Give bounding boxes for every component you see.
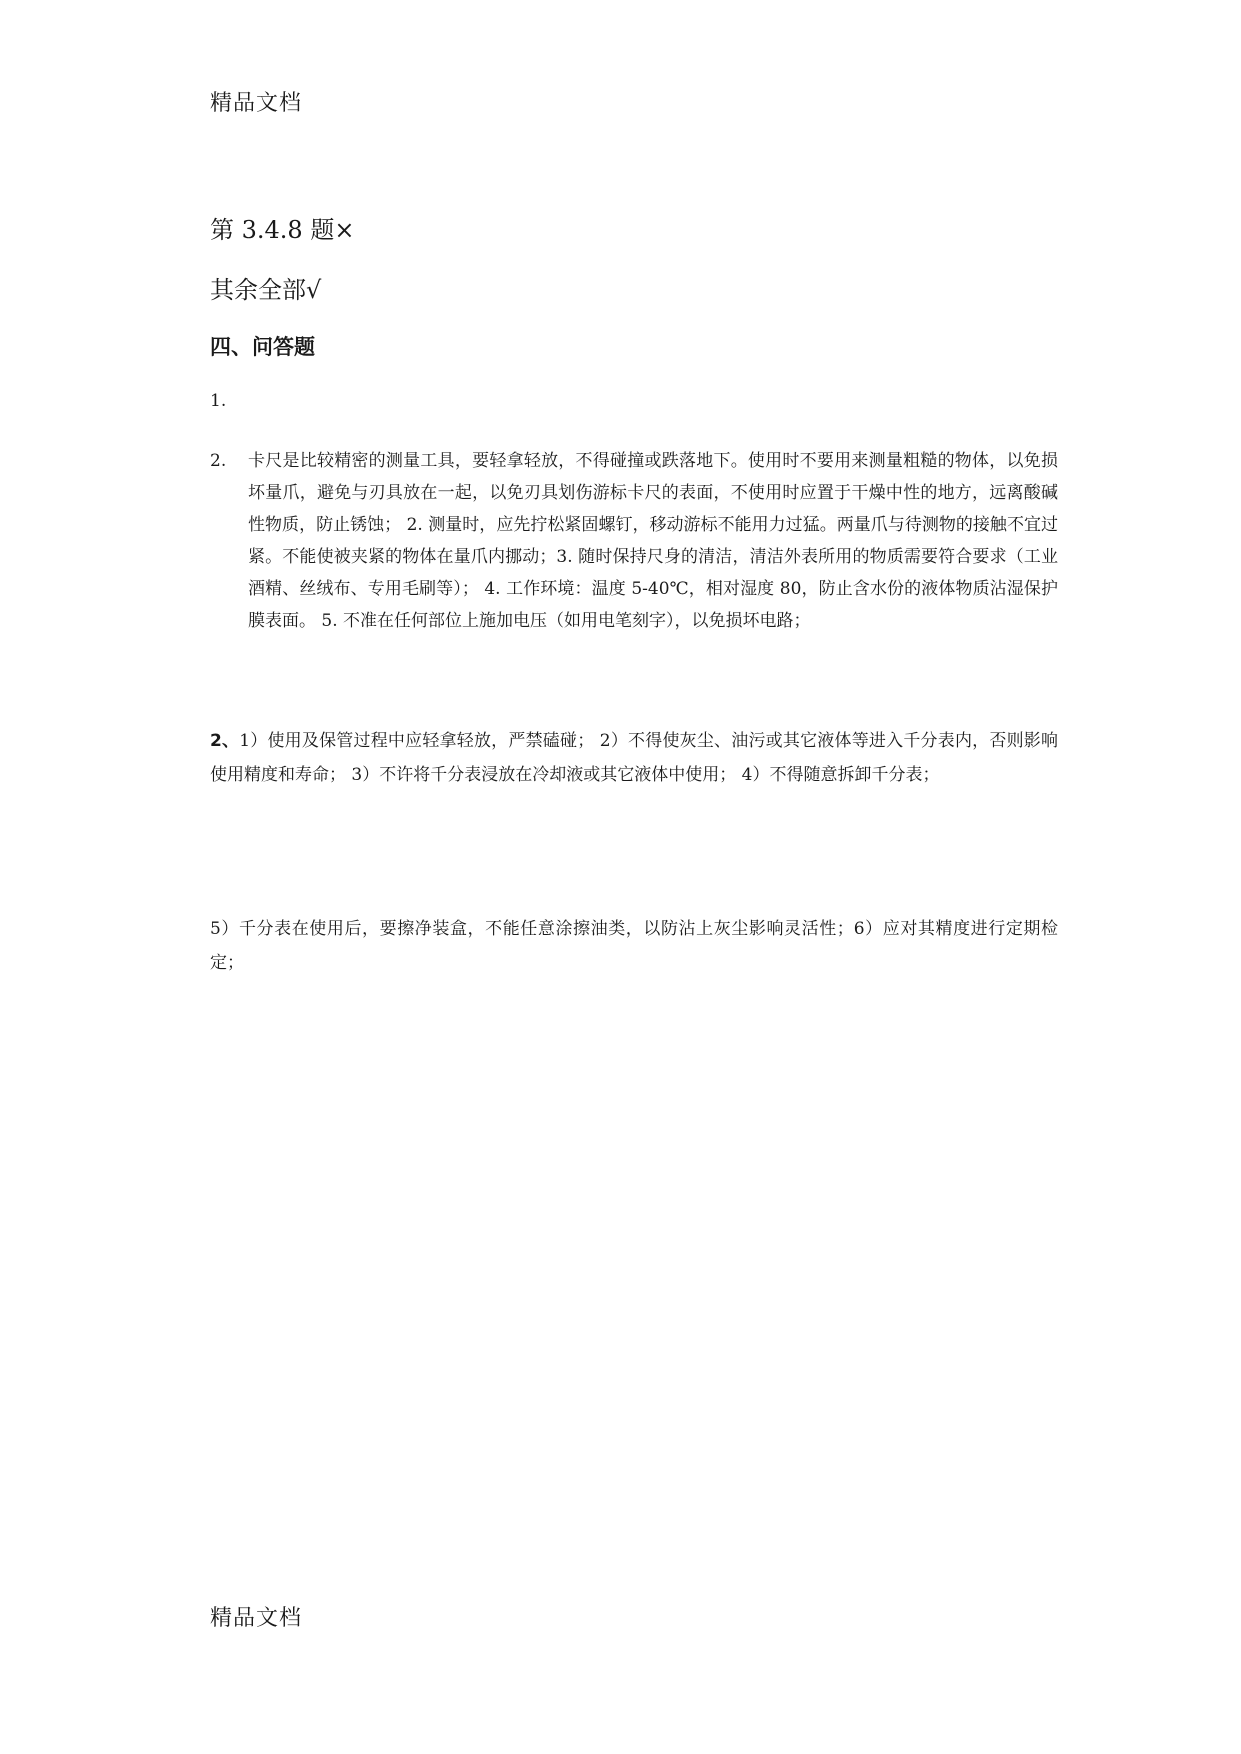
page-footer-label: 精品文档 <box>210 1606 303 1631</box>
page-header-label: 精品文档 <box>210 91 303 116</box>
answer-line-correct: 其余全部√ <box>210 276 322 304</box>
section-heading: 四、问答题 <box>210 335 315 359</box>
answer-line-incorrect: 第 3.4.8 题× <box>210 216 355 244</box>
list-item-number: 2. <box>210 451 227 471</box>
dial-gauge-paragraph-continued: 5）千分表在使用后，要擦净装盒，不能任意涂擦油类，以防沾上灰尘影响灵活性；6）应对其精度进行定期检定； <box>210 919 1058 973</box>
dial-gauge-paragraph <box>210 724 1058 792</box>
question-1-number: 1. <box>210 391 227 411</box>
paragraph-number: 2、 <box>210 731 240 751</box>
list-item-text: 卡尺是比较精密的测量工具，要轻拿轻放，不得碰撞或跌落地下。使用时不要用来测量粗糙的物体，以免损坏量爪，避免与刃具放在一起，以免刃具划伤游标卡尺的表面，不使用时应置于干燥中性的地方，远离酸碱性物质，防止锈蚀； 2. 测量时，应先拧松紧固螺钉，移动游标不能用力过猛。两量爪与待测物的接触不宜过紧。不能使被夹紧的物体在量爪内挪动；3. 随时保持尺身的清洁，清洁外表所用的物质需要符合要求（工业酒精、丝绒布、专用毛刷等）； 4. 工作环境：温度 5-40℃，相对湿度 80，防止含水份的液体物质沾湿保护膜表面。 5. 不准在任何部位上施加电压（如用电笔刻字），以免损坏电路； <box>248 451 1058 631</box>
paragraph-text: 1）使用及保管过程中应轻拿轻放，严禁磕碰； 2）不得使灰尘、油污或其它液体等进入千分表内，否则影响使用精度和寿命； 3）不许将千分表浸放在冷却液或其它液体中使用； 4）不得随意拆卸千分表； <box>210 731 1058 785</box>
